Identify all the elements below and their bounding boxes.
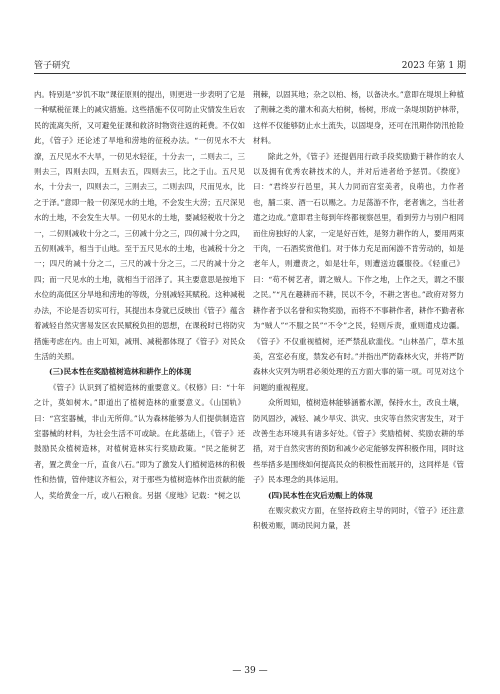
right-paragraph-2: 除此之外，《管子》还提倡用行政手段奖励勤于耕作的农人以及拥有优秀农耕技术的人，并对后进者给予惩罚。《揆度》曰：“君终岁行邑里，其人力同而宫室美者，良萌也，力作者也，脯二束、酒一石以赐之。力足荡游不作，老者谯之，当壮者遣之边成。”意即君主每到年终都视察邑里，看到劳力与别户相同而住房独好的人家，一定是好百姓，是努力耕作的人，要用两束干肉，一石酒奖赏他们。对于体力充足而闲游不肯劳动的，如是老年人，则遭责之，如是壮年，则遭送边疆服役。《轻重己》曰：“苟不树艺者，谓之贼人。下作之地，上作之天，谓之不服之民。”“凡在趣耕而不耕，民以不令，不耕之害也。”政府对努力耕作者予以名誉和实物奖励，而将不不事耕作者，耕作不勤者称为“贼人”“不服之民”“不令”之民，轻则斥责，重则遣戍边疆。《管子》不仅重视植树，还严禁乱砍滥伐。“山林虽广，草木虽美，宫室必有度，禁发必有时。”并指出严防森林火灾，并将严防森林火灾列为明君必须处理的五方面大事的第一项。可见对这个问题的重视程度。 [253,151,464,392]
header-rule [34,73,466,74]
left-paragraph-1: 内。特别是“岁饥不取”课征原则的提出，则更进一步表明了它是一种赋税征课上的减灾措施。这些措施不仅可防止灾情发生后农民的流离失所，又可避免征课和救济时物资往返的耗费。不仅如此，《管子》还论述了旱地和涝地的征税办法。“一仞见水不大潦，五尺见水不大旱，一仞见水轻征，十分去一，二则去二，三则去三，四则去四，五则去五，四则去三，比之于山。五尺见水，十分去一，四则去二，三则去三，二则去四，尺而见水，比之于泽。”意即一般一仞深见水的土地，不会发生大涝；五尺深见水的土地，不会发生大旱。一仞见水的土地，要减轻税收十分之一，二仞则减收十分之二，三仞减十分之三，四仞减十分之四，五仞则减半，相当于山地。至于五尺见水的土地，也减税十分之一；四尺的减十分之二，三尺的减十分之三，二尺的减十分之四；而一尺见水的土地，就相当于沼泽了。其主要意思是按地下水位的高低区分旱地和涝地的等级，分别减轻其赋税。这种减税办法，不论是否切实可行，其提出本身就已反映出《管子》蕴含着减轻自然灾害易发区农民赋税负担的思想，在课税时已将防灾措施考虑在内。由上可知，减刑、减税都体现了《管子》对民众生活的关照。 [34,90,245,361]
right-column [253,87,464,534]
left-paragraph-2: 《管子》认识到了植树造林的重要意义。《权修》曰：“十年之计，莫如树木。”即道出了植树造林的重要意义。《山国轨》曰：“宫室器械，非山无所仰。”认为森林能够为人们提供制造宫室器械的材料，为社会生活不可或缺。在此基础上，《管子》还鼓励民众植树造林，对植树造林实行奖励政策。“民之能树艺者，置之黄金一斤，直食八石。”即为了激发人们植树造林的积极性和热情，管仲建议齐桓公，对于那些为植树造林作出贡献的能人，奖给黄金一斤，或八石粮食。另据《度地》记载：“树之以 [34,382,245,500]
page-number: — 39 — [232,666,268,676]
running-header [34,58,466,72]
journal-name: 管子研究 [34,61,71,71]
right-paragraph-3: 众所周知，植树造林能够涵蓄水源，保持水土，改良土壤，防风固沙，减轻、减少旱灾、洪灾、虫灾等自然灾害发生，对于改善生态环境具有诸多好处。《管子》奖励植树、奖励农耕的举措，对于自然灾害的预防和减少必定能够发挥积极作用，同时这些举措多是围绕如何提高民众的积极性而展开的，这同样是《管子》民本理念的具体运用。 [253,398,464,485]
left-column [34,87,245,503]
issue-label: 2023 年第 1 期 [401,61,466,71]
right-paragraph-1: 荆棘，以固其地；杂之以柏、杨，以备决水。”意即在堤坝上种植了荆棘之类的灌木和高大柏树，杨树，形成一条堤坝防护林带，这样不仅能够防止水土流失，以固堤身，还可在汛期作防汛抢险材料。 [253,90,464,146]
section-subheading-4: (四)民本性在灾后劝赈上的体现 [268,490,373,500]
section-subheading-3: (三)民本性在奖励植树造林和耕作上的体现 [49,367,192,377]
right-paragraph-4: 在赈灾救灾方面，在坚持政府主导的同时，《管子》还注意积极劝赈，调动民间力量，甚 [253,505,464,531]
